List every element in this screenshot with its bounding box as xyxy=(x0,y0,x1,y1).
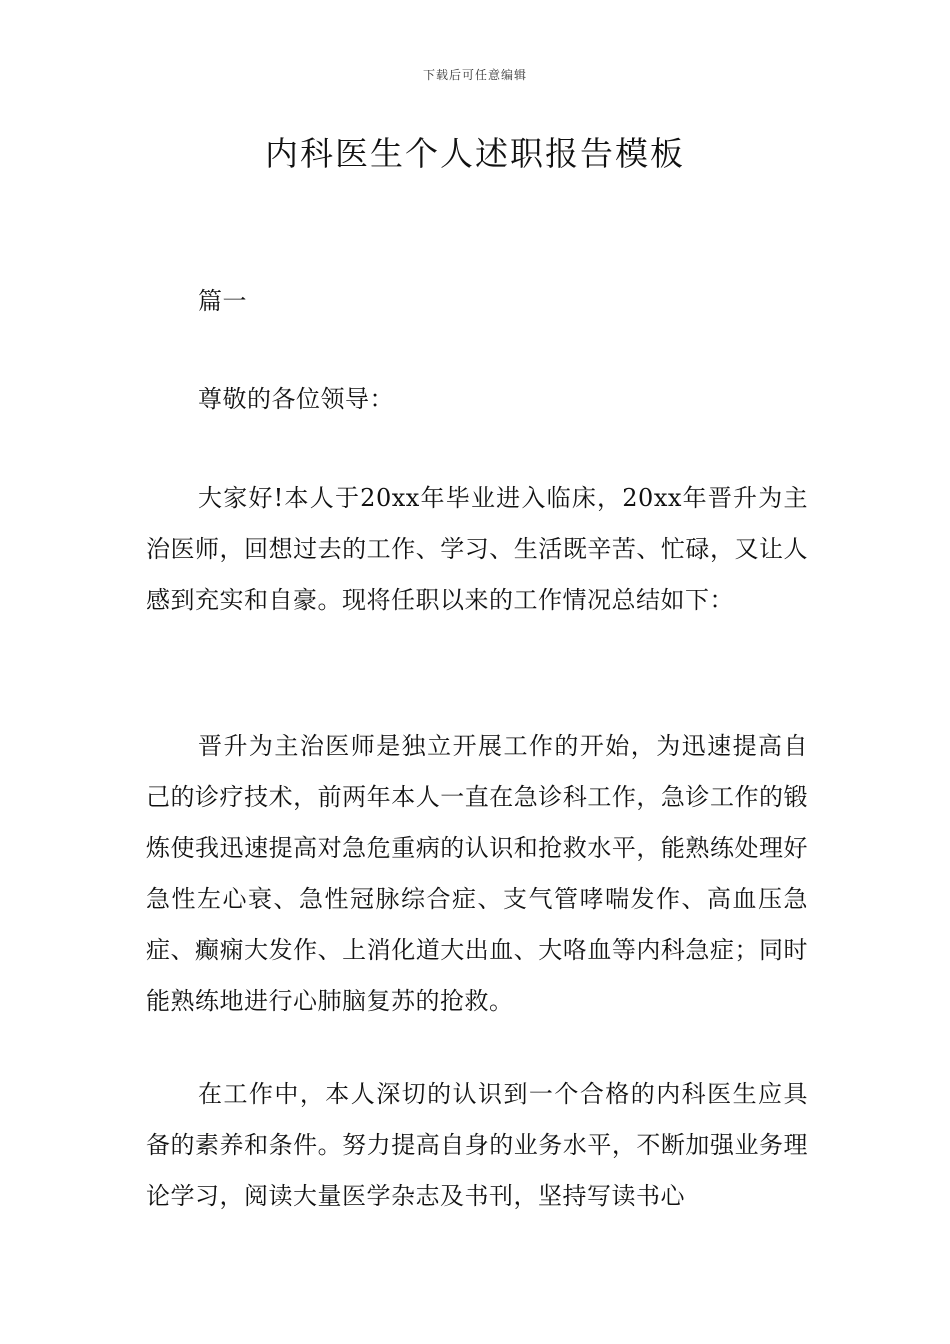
document-title: 内科医生个人述职报告模板 xyxy=(265,134,685,173)
section-label: 篇一 xyxy=(198,287,247,315)
paragraph: 晋升为主治医师是独立开展工作的开始，为迅速提高自己的诊疗技术，前两年本人一直在急诊科工作，急诊工作的锻炼使我迅速提高对急危重病的认识和抢救水平，能熟练处理好急性左心衰、急性冠脉综合症、支气管哮喘发作、高血压急症、癫痫大发作、上消化道大出血、大咯血等内科急症；同时能熟练地进行心肺脑复苏的抢救。 xyxy=(146,732,808,1015)
header-note: 下载后可任意编辑 xyxy=(422,68,527,82)
paragraph: 在工作中，本人深切的认识到一个合格的内科医生应具备的素养和条件。努力提高自身的业务水平，不断加强业务理论学习，阅读大量医学杂志及书刊，坚持写读书心 xyxy=(146,1080,808,1210)
paragraph: 大家好!本人于20xx年毕业进入临床，20xx年晋升为主治医师，回想过去的工作、学习、生活既辛苦、忙碌，又让人感到充实和自豪。现将任职以来的工作情况总结如下： xyxy=(146,484,808,614)
salutation: 尊敬的各位领导： xyxy=(198,385,394,413)
